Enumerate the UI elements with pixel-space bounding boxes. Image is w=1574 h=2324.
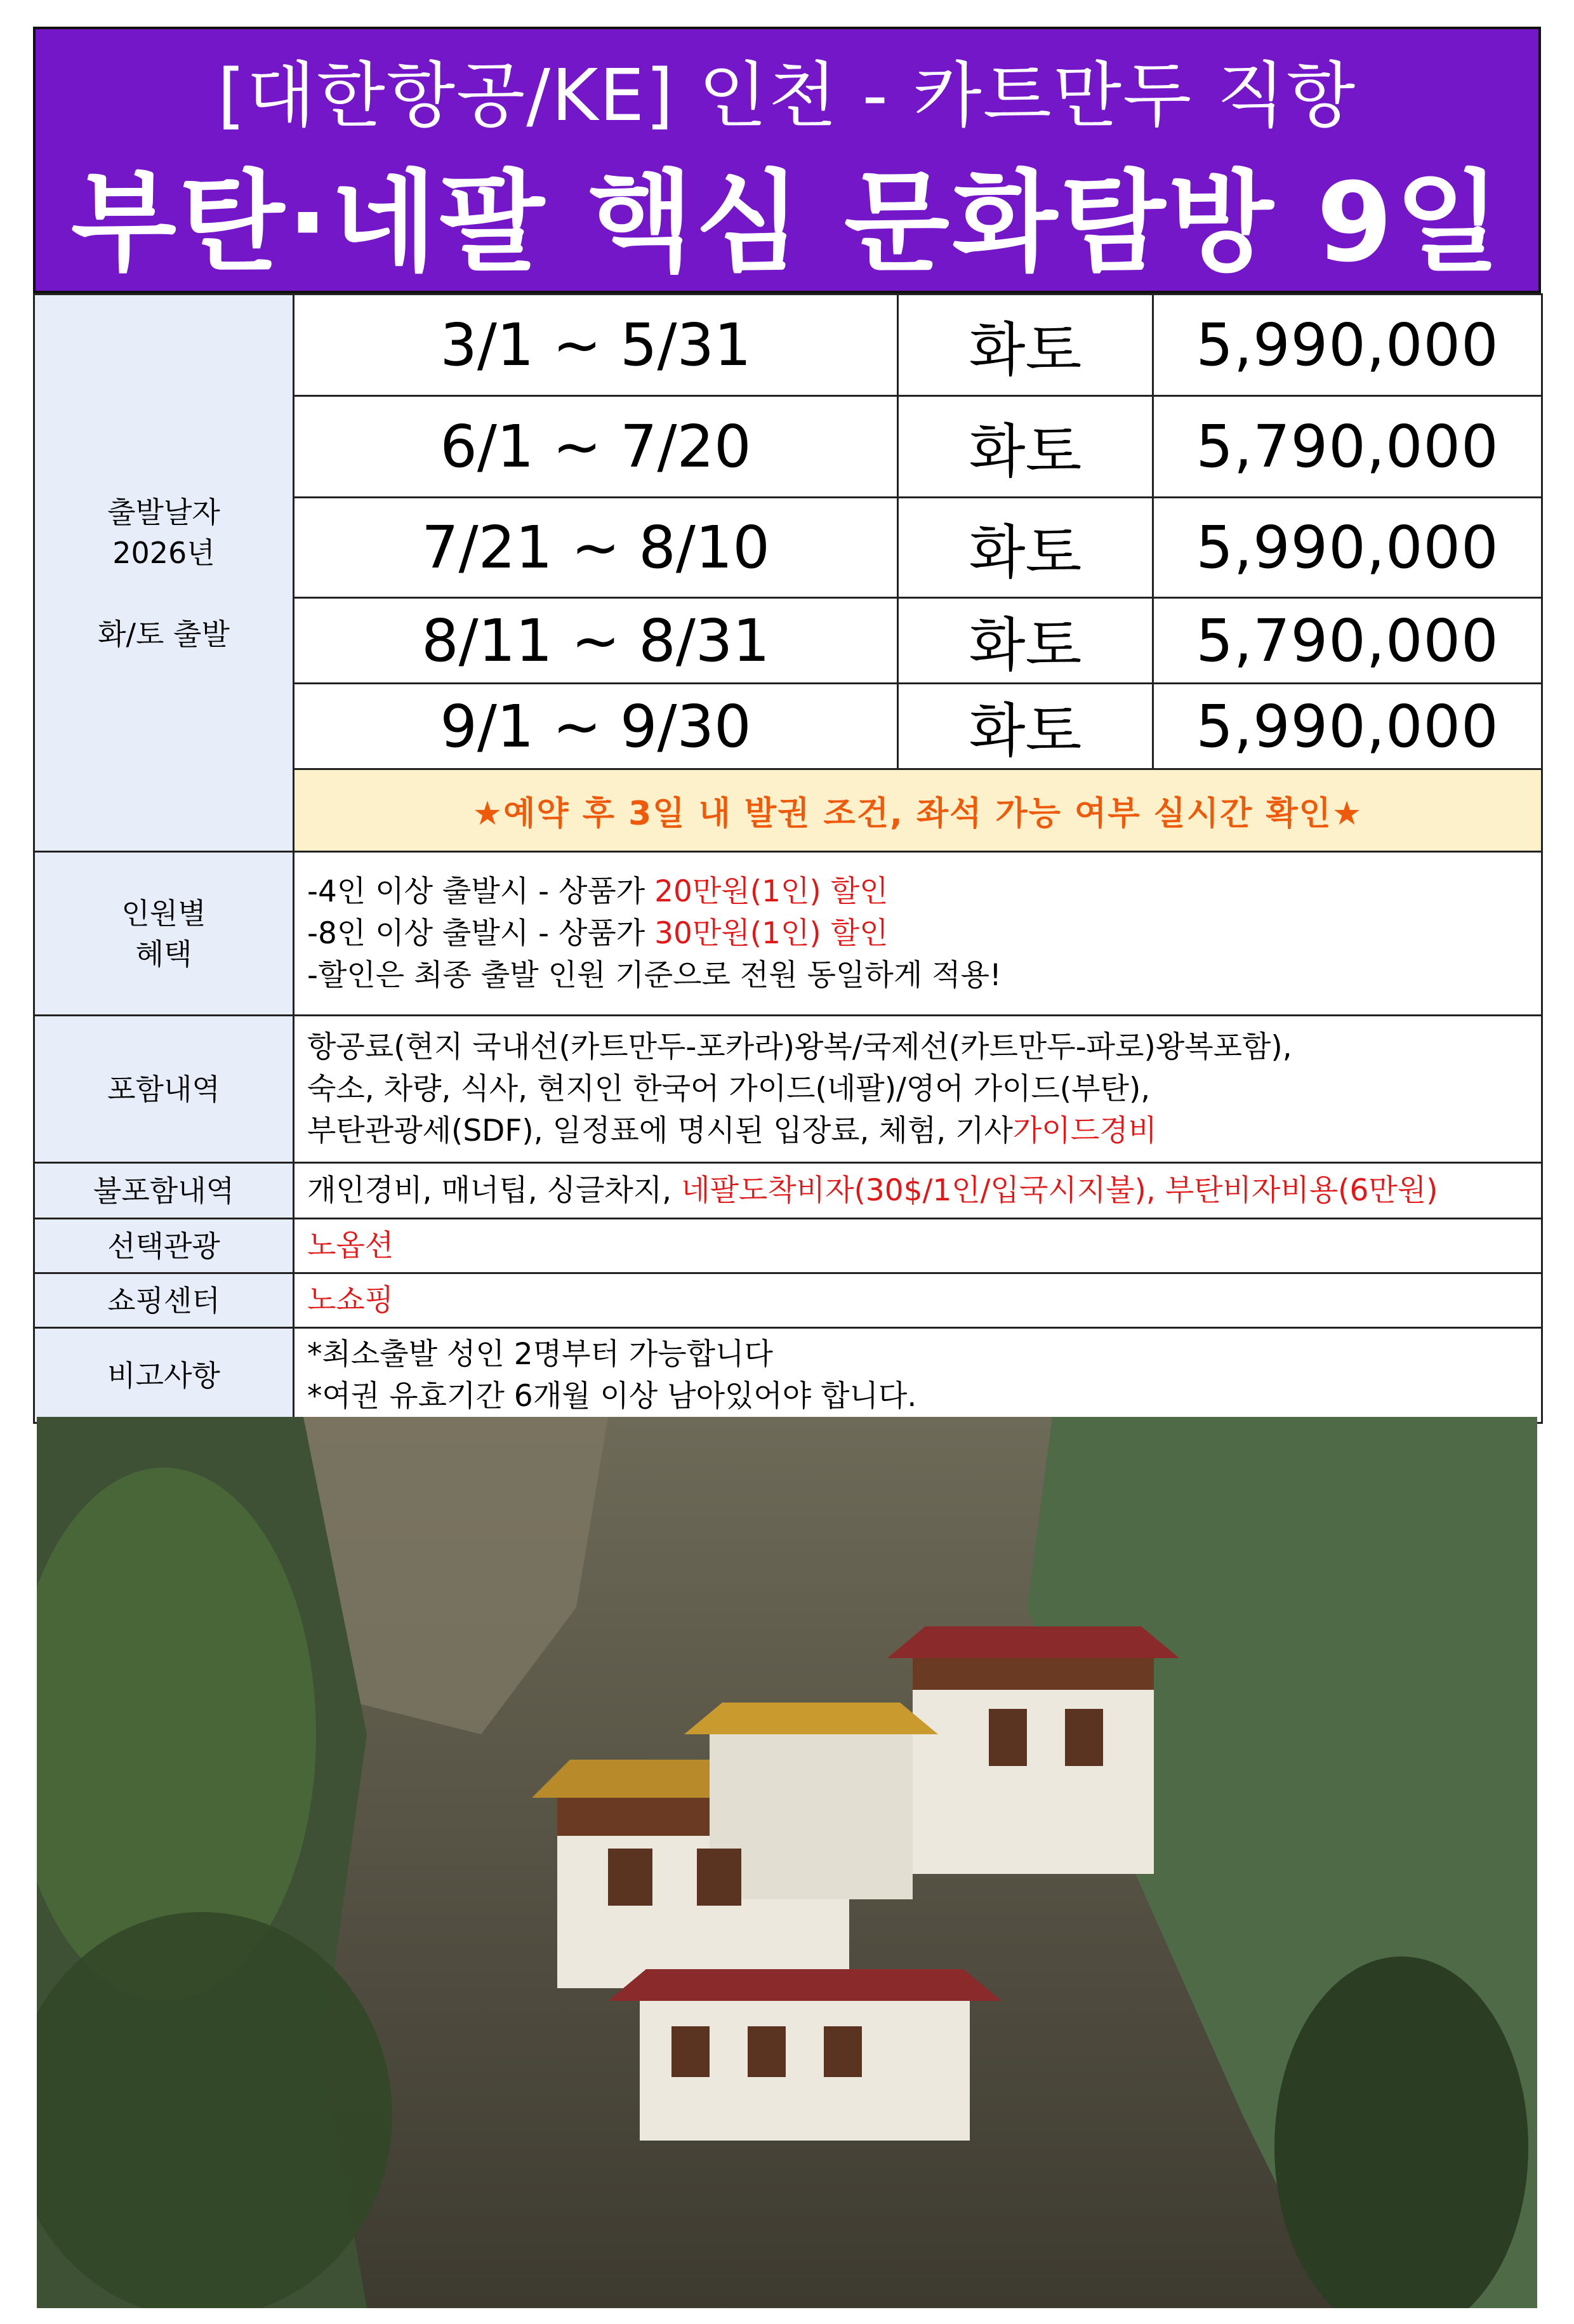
excluded-content: 개인경비, 매너팁, 싱글차지, 네팔도착비자(30$/1인/입국시지불), 부탄비자비용(6만원)	[294, 1163, 1542, 1219]
shopping-value: 노쇼핑	[294, 1273, 1542, 1328]
included-row	[34, 1016, 1542, 1163]
schedule-period: 7/21 ~ 8/10	[294, 498, 898, 598]
discount-20: 20만원(1인) 할인	[654, 873, 889, 909]
remarks-label: 비고사항	[34, 1328, 294, 1423]
schedule-period: 3/1 ~ 5/31	[294, 295, 898, 396]
excluded-row	[34, 1163, 1542, 1219]
schedule-price: 5,990,000	[1153, 498, 1542, 598]
included-content: 항공료(현지 국내선(카트만두-포카라)왕복/국제선(카트만두-파로)왕복포함), 숙소, 차량, 식사, 현지인 한국어 가이드(네팔)/영어 가이드(부탄), 부탄관광세(SDF), 일정표에 명시된 입장료, 체험, 기사가이드경비	[294, 1016, 1542, 1163]
booking-notice: ★예약 후 3일 내 발권 조건, 좌석 가능 여부 실시간 확인★	[294, 769, 1542, 852]
schedule-days: 화토	[898, 598, 1153, 684]
title-banner	[33, 27, 1541, 293]
schedule-price: 5,990,000	[1153, 295, 1542, 396]
remarks-content: *최소출발 성인 2명부터 가능합니다 *여권 유효기간 6개월 이상 남아있어야 합니다.	[294, 1328, 1542, 1423]
schedule-row	[34, 295, 1542, 396]
schedule-days: 화토	[898, 396, 1153, 498]
title-line-2: 부탄·네팔 핵심 문화탐방 9일	[70, 159, 1504, 286]
option-value: 노옵션	[294, 1219, 1542, 1273]
schedule-period: 8/11 ~ 8/31	[294, 598, 898, 684]
excluded-label: 불포함내역	[34, 1163, 294, 1219]
monastery-illustration	[37, 1417, 1537, 2308]
title-line-1: [대한항공/KE] 인천 - 카트만두 직항	[217, 55, 1357, 137]
discount-30: 30만원(1인) 할인	[654, 915, 889, 951]
option-label: 선택관광	[34, 1219, 294, 1273]
benefit-content: -4인 이상 출발시 - 상품가 20만원(1인) 할인 -8인 이상 출발시 - 상품가 30만원(1인) 할인 -할인은 최종 출발 인원 기준으로 전원 동일하게 적용!	[294, 852, 1542, 1016]
benefit-label: 인원별 혜택	[34, 852, 294, 1016]
remarks-row	[34, 1328, 1542, 1423]
included-label: 포함내역	[34, 1016, 294, 1163]
schedule-price: 5,790,000	[1153, 598, 1542, 684]
departure-label: 출발날자 2026년 화/토 출발	[34, 295, 294, 852]
option-row	[34, 1219, 1542, 1273]
schedule-period: 9/1 ~ 9/30	[294, 684, 898, 769]
schedule-days: 화토	[898, 295, 1153, 396]
tour-info-table	[33, 293, 1543, 1424]
shopping-row	[34, 1273, 1542, 1328]
monastery-photo	[37, 1417, 1537, 2308]
shopping-label: 쇼핑센터	[34, 1273, 294, 1328]
schedule-price: 5,790,000	[1153, 396, 1542, 498]
benefit-row	[34, 852, 1542, 1016]
schedule-days: 화토	[898, 684, 1153, 769]
schedule-price: 5,990,000	[1153, 684, 1542, 769]
schedule-days: 화토	[898, 498, 1153, 598]
schedule-period: 6/1 ~ 7/20	[294, 396, 898, 498]
